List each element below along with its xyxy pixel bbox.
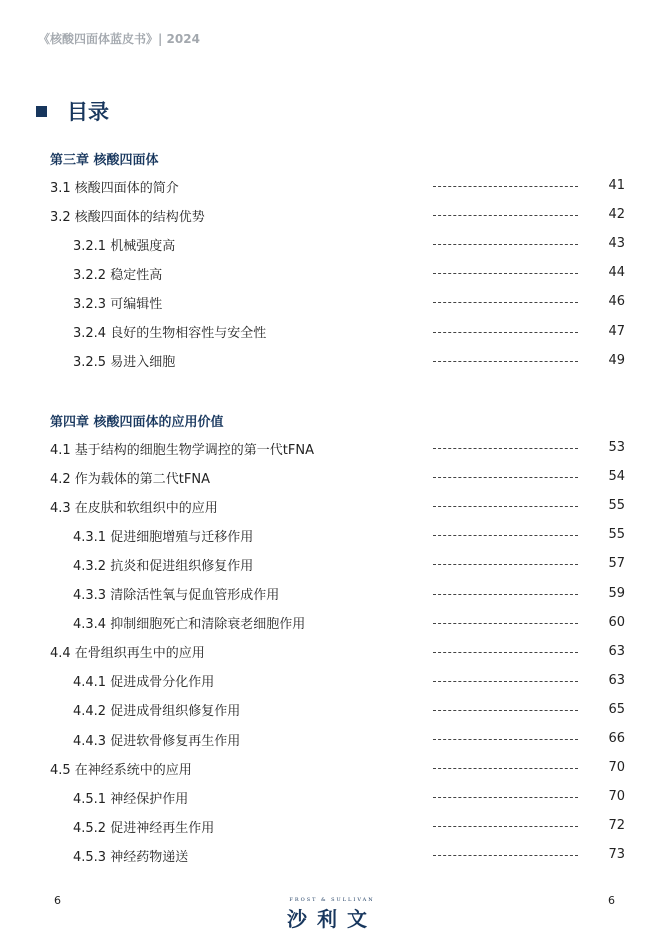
toc-entry[interactable] xyxy=(50,613,628,633)
footer-page-left: 6 xyxy=(54,894,61,907)
toc-leader-line xyxy=(433,564,578,565)
toc-entry[interactable] xyxy=(50,642,628,662)
chapter-heading[interactable]: 第三章 核酸四面体 xyxy=(50,153,159,168)
toc-leader-line xyxy=(433,186,578,187)
toc-entry-label: 3.2.2 稳定性高 xyxy=(73,267,163,283)
toc-entry[interactable] xyxy=(50,322,628,342)
logo-english-text: FROST & SULLIVAN xyxy=(289,897,375,903)
toc-entry[interactable] xyxy=(50,845,628,865)
toc-entry-page-number: 72 xyxy=(608,818,625,834)
toc-entry-label: 3.1 核酸四面体的简介 xyxy=(50,180,179,196)
toc-leader-line xyxy=(433,710,578,711)
toc-entry-page-number: 57 xyxy=(608,556,625,572)
toc-entry-page-number: 63 xyxy=(608,643,625,659)
toc-entry-label: 4.4.1 促进成骨分化作用 xyxy=(73,675,215,691)
heading-square-icon xyxy=(36,106,47,117)
toc-entry-label: 4.1 基于结构的细胞生物学调控的第一代tFNA xyxy=(50,442,314,458)
chapter-heading[interactable]: 第四章 核酸四面体的应用价值 xyxy=(50,415,224,430)
toc-entry-page-number: 63 xyxy=(608,672,625,688)
toc-heading xyxy=(36,96,109,126)
toc-entry-label: 3.2 核酸四面体的结构优势 xyxy=(50,209,205,225)
toc-entry-label: 4.4.3 促进软骨修复再生作用 xyxy=(73,733,241,749)
toc-entry[interactable] xyxy=(50,787,628,807)
toc-entry-label: 4.3.1 促进细胞增殖与迁移作用 xyxy=(73,529,254,545)
toc-leader-line xyxy=(433,215,578,216)
toc-entry[interactable] xyxy=(50,525,628,545)
toc-leader-line xyxy=(433,594,578,595)
toc-leader-line xyxy=(433,797,578,798)
toc-leader-line xyxy=(433,535,578,536)
toc-leader-line xyxy=(433,302,578,303)
toc-leader-line xyxy=(433,739,578,740)
toc-leader-line xyxy=(433,448,578,449)
footer-page-right: 6 xyxy=(608,894,615,907)
toc-entry-page-number: 73 xyxy=(608,847,625,863)
toc-entry[interactable] xyxy=(50,467,628,487)
toc-leader-line xyxy=(433,623,578,624)
toc-entry-label: 4.3.3 清除活性氧与促血管形成作用 xyxy=(73,588,280,603)
toc-entry-page-number: 59 xyxy=(608,585,625,601)
toc-leader-line xyxy=(433,855,578,856)
toc-entry[interactable] xyxy=(50,816,628,836)
toc-entry[interactable] xyxy=(50,205,628,225)
toc-title: 目录 xyxy=(67,100,109,124)
toc-entry[interactable] xyxy=(50,263,628,283)
toc-entry-page-number: 54 xyxy=(608,469,625,485)
toc-entry-page-number: 53 xyxy=(608,440,625,455)
toc-entry-page-number: 42 xyxy=(608,207,625,223)
toc-entry-label: 3.2.1 机械强度高 xyxy=(73,238,176,254)
toc-entry-page-number: 70 xyxy=(608,760,625,776)
toc-entry-page-number: 65 xyxy=(608,701,625,717)
toc-entry-page-number: 60 xyxy=(608,614,625,630)
toc-entry[interactable] xyxy=(50,584,628,604)
document-header-title: 《核酸四面体蓝皮书》| 2024 xyxy=(38,32,200,46)
toc-entry-page-number: 47 xyxy=(608,323,625,339)
toc-entry-label: 3.2.4 良好的生物相容性与安全性 xyxy=(73,326,267,341)
toc-leader-line xyxy=(433,332,578,333)
toc-entry[interactable] xyxy=(50,671,628,691)
toc-entry-label: 4.4 在骨组织再生中的应用 xyxy=(50,646,205,662)
toc-leader-line xyxy=(433,826,578,827)
toc-entry-label: 4.5 在神经系统中的应用 xyxy=(50,762,192,778)
toc-entry-label: 4.3.2 抗炎和促进组织修复作用 xyxy=(73,558,254,574)
toc-leader-line xyxy=(433,652,578,653)
toc-leader-line xyxy=(433,506,578,507)
toc-entry[interactable] xyxy=(50,351,628,371)
toc-entry-label: 3.2.5 易进入细胞 xyxy=(73,355,176,371)
toc-entry[interactable] xyxy=(50,496,628,516)
toc-entry-label: 4.3 在皮肤和软组织中的应用 xyxy=(50,500,218,516)
toc-entry-label: 4.4.2 促进成骨组织修复作用 xyxy=(73,704,241,720)
toc-entry-label: 4.2 作为载体的第二代tFNA xyxy=(50,471,210,487)
toc-entry[interactable] xyxy=(50,292,628,312)
toc-entry-page-number: 43 xyxy=(608,236,625,252)
toc-entry-page-number: 41 xyxy=(608,178,625,193)
toc-entry-page-number: 55 xyxy=(608,527,625,543)
frost-sullivan-logo xyxy=(280,897,384,932)
toc-entry[interactable] xyxy=(50,758,628,778)
toc-entry-label: 3.2.3 可编辑性 xyxy=(73,296,163,312)
toc-entry-label: 4.5.3 神经药物递送 xyxy=(73,849,189,865)
toc-entry-page-number: 46 xyxy=(608,294,625,310)
toc-leader-line xyxy=(433,273,578,274)
toc-entry[interactable] xyxy=(50,700,628,720)
toc-leader-line xyxy=(433,681,578,682)
toc-entry-label: 4.5.2 促进神经再生作用 xyxy=(73,820,215,836)
toc-entry[interactable] xyxy=(50,729,628,749)
toc-leader-line xyxy=(433,477,578,478)
toc-entry-page-number: 66 xyxy=(608,731,625,746)
toc-leader-line xyxy=(433,768,578,769)
logo-chinese-text: 沙利文 xyxy=(287,907,377,931)
toc-entry-page-number: 44 xyxy=(608,265,625,281)
toc-entry-label: 4.3.4 抑制细胞死亡和清除衰老细胞作用 xyxy=(73,617,306,633)
toc-entry-page-number: 70 xyxy=(608,789,625,805)
toc-entry[interactable] xyxy=(50,554,628,574)
toc-entry-label: 4.5.1 神经保护作用 xyxy=(73,791,189,807)
toc-entry[interactable] xyxy=(50,176,628,196)
toc-entry-page-number: 49 xyxy=(608,352,625,368)
toc-leader-line xyxy=(433,244,578,245)
toc-entry[interactable] xyxy=(50,234,628,254)
toc-entry-page-number: 55 xyxy=(608,498,625,514)
toc-leader-line xyxy=(433,361,578,362)
toc-entry[interactable] xyxy=(50,438,628,458)
